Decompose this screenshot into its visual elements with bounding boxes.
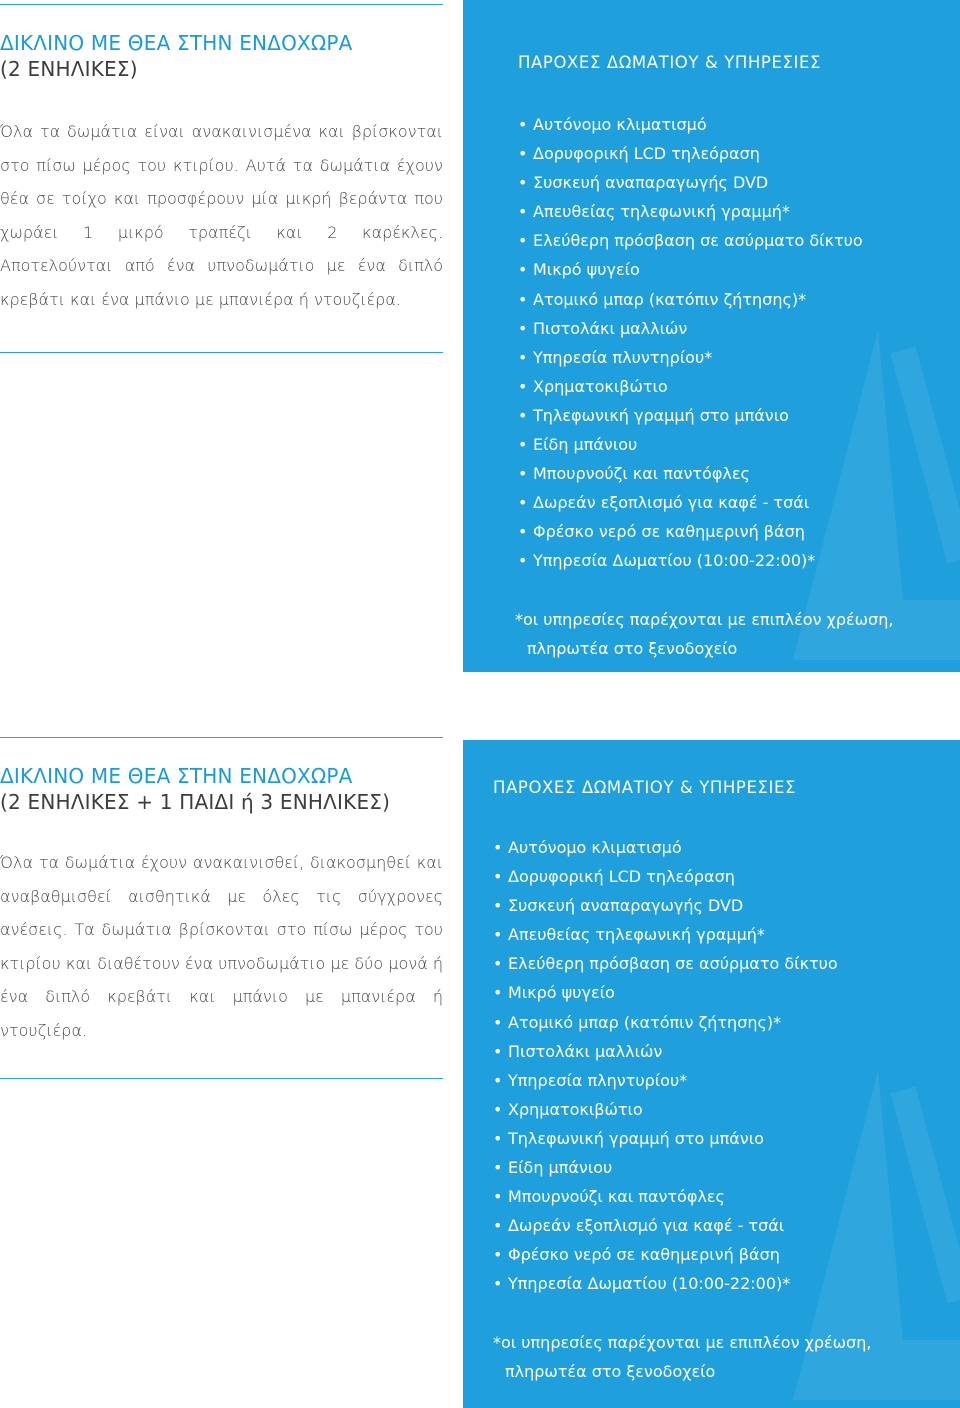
room-title: ΔΙΚΛΙΝΟ ΜΕ ΘΕΑ ΣΤΗΝ ΕΝΔΟΧΩΡΑ xyxy=(0,31,353,55)
bullet-icon: • xyxy=(493,983,503,1003)
amenity-item xyxy=(493,833,838,862)
amenity-item xyxy=(518,255,863,284)
amenity-item xyxy=(493,1182,838,1211)
amenity-item xyxy=(493,891,838,920)
bullet-icon: • xyxy=(493,1158,503,1178)
amenity-label: Πιστολάκι μαλλιών xyxy=(508,1041,663,1061)
amenities-title: ΠΑΡΟΧΕΣ ΔΩΜΑΤΙΟΥ & ΥΠΗΡΕΣΙΕΣ xyxy=(518,53,822,72)
amenity-item xyxy=(518,517,863,546)
amenities-list xyxy=(493,833,838,1299)
amenity-label: Υπηρεσία Δωματίου (10:00-22:00)* xyxy=(533,551,816,571)
amenity-item xyxy=(493,1037,838,1066)
bullet-icon: • xyxy=(493,1187,503,1207)
amenity-item xyxy=(493,920,838,949)
section-rule xyxy=(0,737,443,738)
bullet-icon: • xyxy=(518,551,528,571)
bullet-icon: • xyxy=(493,954,503,974)
bullet-icon: • xyxy=(493,925,503,945)
note-line-2: πληρωτέα στο ξενοδοχείο xyxy=(505,1361,716,1381)
amenity-item xyxy=(518,459,863,488)
amenity-label: Απευθείας τηλεφωνική γραμμή* xyxy=(533,202,790,222)
amenity-item xyxy=(518,401,863,430)
amenity-label: Μικρό ψυγείο xyxy=(508,983,615,1003)
bullet-icon: • xyxy=(493,1099,503,1119)
amenity-label: Φρέσκο νερό σε καθημερινή βάση xyxy=(533,522,805,542)
amenity-item xyxy=(518,285,863,314)
amenity-item xyxy=(493,1095,838,1124)
amenity-item xyxy=(518,226,863,255)
amenity-label: Πιστολάκι μαλλιών xyxy=(533,318,688,338)
amenity-item xyxy=(518,197,863,226)
amenity-label: Υπηρεσία πλυντηρίου* xyxy=(533,347,713,367)
bullet-icon: • xyxy=(518,260,528,280)
amenities-note xyxy=(515,606,893,663)
bullet-icon: • xyxy=(518,202,528,222)
amenities-panel xyxy=(463,0,960,672)
bullet-icon: • xyxy=(518,173,528,193)
bullet-icon: • xyxy=(518,522,528,542)
amenity-label: Δωρεάν εξοπλισμό για καφέ - τσάι xyxy=(508,1216,785,1236)
amenity-item xyxy=(493,1124,838,1153)
amenity-label: Δορυφορική LCD τηλεόραση xyxy=(508,867,735,887)
amenity-label: Υπηρεσία πληντυρίου* xyxy=(508,1070,688,1090)
amenity-label: Μπουρνούζι και παντόφλες xyxy=(533,464,750,484)
amenity-label: Είδη μπάνιου xyxy=(533,435,638,455)
bullet-icon: • xyxy=(518,435,528,455)
amenity-label: Τηλεφωνική γραμμή στο μπάνιο xyxy=(533,405,789,425)
amenity-item xyxy=(518,488,863,517)
room-title-block xyxy=(0,30,450,82)
amenity-item xyxy=(518,430,863,459)
amenity-item xyxy=(518,546,863,575)
bullet-icon: • xyxy=(493,1216,503,1236)
amenity-label: Είδη μπάνιου xyxy=(508,1158,613,1178)
room-description: Όλα τα δωμάτια είναι ανακαινισμένα και βρίσκονται στο πίσω μέρος του κτιρίου. Αυτά τα δωμάτια έχουν θέα σε τοίχο και προσφέρουν μία μικρή βεράντα που χωράει 1 μικρό τραπέζι και 2 καρέκλες. Αποτελούνται από ένα υπνοδωμάτιο με ένα διπλό κρεβάτι και ένα μπάνιο με μπανιέρα ή ντουζιέρα. xyxy=(0,122,443,309)
room-subtitle: (2 ΕΝΗΛΙΚΕΣ + 1 ΠΑΙΔΙ ή 3 ΕΝΗΛΙΚΕΣ) xyxy=(0,790,391,814)
section-rule xyxy=(0,1078,443,1079)
amenity-item xyxy=(493,1240,838,1269)
amenity-label: Τηλεφωνική γραμμή στο μπάνιο xyxy=(508,1128,764,1148)
bullet-icon: • xyxy=(493,1274,503,1294)
bullet-icon: • xyxy=(518,376,528,396)
amenity-label: Μικρό ψυγείο xyxy=(533,260,640,280)
amenity-label: Μπουρνούζι και παντόφλες xyxy=(508,1187,725,1207)
bullet-icon: • xyxy=(493,1041,503,1061)
amenity-item xyxy=(493,862,838,891)
room-subtitle: (2 ΕΝΗΛΙΚΕΣ) xyxy=(0,57,138,81)
amenity-label: Συσκευή αναπαραγωγής DVD xyxy=(533,173,769,193)
bullet-icon: • xyxy=(518,115,528,134)
room-description: Όλα τα δωμάτια έχουν ανακαινισθεί, διακοσμηθεί και αναβαθμισθεί αισθητικά με όλες τις σύγχρονες ανέσεις. Τα δωμάτια βρίσκονται στο πίσω μέρος του κτιρίου και διαθέτουν ένα υπνοδωμάτιο με δύο μονά ή ένα διπλό κρεβάτι και μπάνιο με μπανιέρα ή ντουζιέρα. xyxy=(0,853,443,1040)
bullet-icon: • xyxy=(493,1070,503,1090)
amenity-label: Ελεύθερη πρόσβαση σε ασύρματο δίκτυο xyxy=(533,231,863,251)
amenities-note xyxy=(493,1329,871,1386)
amenity-item xyxy=(518,343,863,372)
bullet-icon: • xyxy=(518,231,528,251)
amenity-label: Χρηματοκιβώτιο xyxy=(533,376,668,396)
bullet-icon: • xyxy=(493,867,503,887)
amenity-label: Απευθείας τηλεφωνική γραμμή* xyxy=(508,925,765,945)
amenity-label: Υπηρεσία Δωματίου (10:00-22:00)* xyxy=(508,1274,791,1294)
section-rule xyxy=(0,352,443,353)
bullet-icon: • xyxy=(493,1128,503,1148)
amenity-label: Ατομικό μπαρ (κατόπιν ζήτησης)* xyxy=(508,1012,782,1032)
bullet-icon: • xyxy=(518,144,528,164)
amenity-label: Συσκευή αναπαραγωγής DVD xyxy=(508,896,744,916)
room-title: ΔΙΚΛΙΝΟ ΜΕ ΘΕΑ ΣΤΗΝ ΕΝΔΟΧΩΡΑ xyxy=(0,764,353,788)
amenity-item xyxy=(493,1008,838,1037)
amenity-item xyxy=(493,1211,838,1240)
bullet-icon: • xyxy=(518,347,528,367)
amenity-label: Φρέσκο νερό σε καθημερινή βάση xyxy=(508,1245,780,1265)
bullet-icon: • xyxy=(518,318,528,338)
room-title-block xyxy=(0,763,450,815)
amenity-item xyxy=(518,110,863,139)
amenity-item xyxy=(518,139,863,168)
amenity-item xyxy=(493,978,838,1007)
amenity-label: Ελεύθερη πρόσβαση σε ασύρματο δίκτυο xyxy=(508,954,838,974)
amenity-item xyxy=(493,949,838,978)
amenities-title: ΠΑΡΟΧΕΣ ΔΩΜΑΤΙΟΥ & ΥΠΗΡΕΣΙΕΣ xyxy=(493,778,797,797)
amenity-item xyxy=(493,1153,838,1182)
bullet-icon: • xyxy=(518,464,528,484)
amenity-label: Χρηματοκιβώτιο xyxy=(508,1099,643,1119)
amenity-label: Δωρεάν εξοπλισμό για καφέ - τσάι xyxy=(533,493,810,513)
amenity-item xyxy=(518,314,863,343)
amenities-panel xyxy=(463,740,960,1408)
amenity-label: Αυτόνομο κλιματισμό xyxy=(533,115,707,134)
bullet-icon: • xyxy=(518,405,528,425)
amenity-label: Δορυφορική LCD τηλεόραση xyxy=(533,144,760,164)
amenity-item xyxy=(518,372,863,401)
bullet-icon: • xyxy=(493,896,503,916)
note-line-2: πληρωτέα στο ξενοδοχείο xyxy=(527,638,738,658)
bullet-icon: • xyxy=(518,493,528,513)
bullet-icon: • xyxy=(518,289,528,309)
amenity-item xyxy=(493,1269,838,1298)
bullet-icon: • xyxy=(493,1245,503,1265)
amenity-item xyxy=(493,1066,838,1095)
amenity-label: Ατομικό μπαρ (κατόπιν ζήτησης)* xyxy=(533,289,807,309)
note-line-1: *οι υπηρεσίες παρέχονται με επιπλέον χρέωση, xyxy=(515,610,894,629)
amenity-item xyxy=(518,168,863,197)
top-rule xyxy=(0,4,443,5)
note-line-1: *οι υπηρεσίες παρέχονται με επιπλέον χρέωση, xyxy=(493,1333,872,1352)
amenity-label: Αυτόνομο κλιματισμό xyxy=(508,838,682,857)
amenities-list xyxy=(518,110,863,576)
bullet-icon: • xyxy=(493,838,503,857)
bullet-icon: • xyxy=(493,1012,503,1032)
